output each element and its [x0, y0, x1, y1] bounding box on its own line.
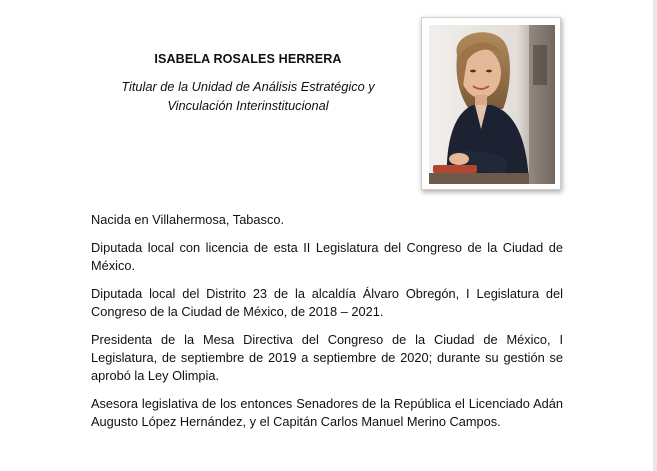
person-role	[92, 77, 404, 115]
page-edge	[653, 0, 657, 471]
bio-paragraph: Presidenta de la Mesa Directiva del Congreso de la Ciudad de México, I Legislatura, de septiembre de 2019 a septiembre de 2020; durante su gestión se aprobó la Ley Olimpia.	[91, 332, 563, 383]
role-line-1: Titular de la Unidad de Análisis Estratégico y	[121, 79, 375, 94]
biography	[91, 211, 563, 441]
bio-paragraph: Diputada local con licencia de esta II Legislatura del Congreso de la Ciudad de México.	[91, 240, 563, 273]
person-name: ISABELA ROSALES HERRERA	[154, 52, 342, 66]
bio-paragraph: Nacida en Villahermosa, Tabasco.	[91, 212, 285, 227]
bio-paragraph: Asesora legislativa de los entonces Senadores de la República el Licenciado Adán Augusto López Hernández, y el Capitán Carlos Manuel Merino Campos.	[91, 396, 563, 429]
role-line-2: Vinculación Interinstitucional	[167, 98, 329, 113]
photo-frame	[421, 17, 561, 190]
bio-paragraph: Diputada local del Distrito 23 de la alcaldía Álvaro Obregón, I Legislatura del Congreso de la Ciudad de México, de 2018 – 2021.	[91, 286, 563, 319]
portrait-photo	[429, 25, 555, 184]
